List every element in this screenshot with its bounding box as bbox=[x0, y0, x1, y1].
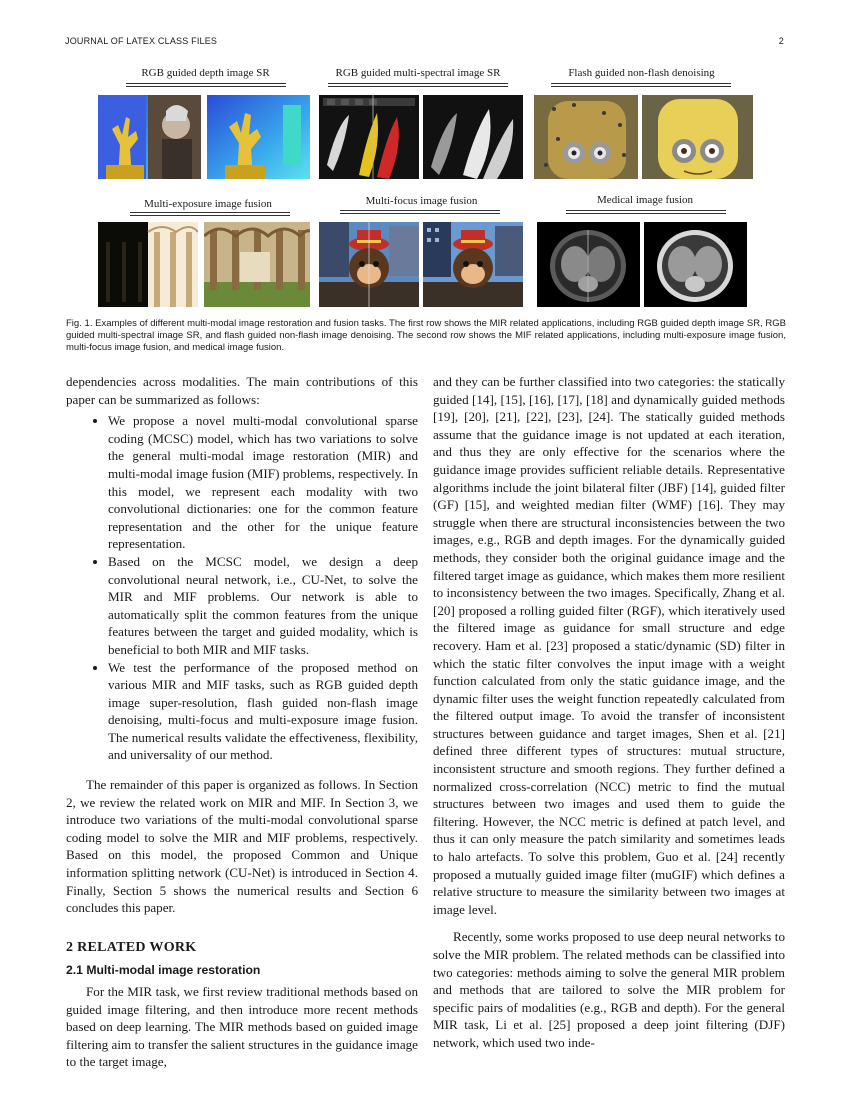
contributions-list bbox=[66, 412, 418, 764]
subsection-heading: 2.1 Multi-modal image restoration bbox=[66, 963, 261, 978]
panel-title-multi-exposure: Multi-exposure image fusion bbox=[144, 198, 272, 210]
panel-rule bbox=[328, 83, 508, 84]
panel-rule bbox=[566, 213, 726, 214]
panel-title-multi-focus: Multi-focus image fusion bbox=[365, 195, 478, 207]
mir-paragraph: For the MIR task, we first review traditional methods based on guided image filtering, and then introduce more recent methods based on deep learning. The MIR methods based on guided image filtering aim to transfer the salient structures in the guidance image to the target image, bbox=[66, 984, 418, 1070]
panel-title-flash-denoising: Flash guided non-flash denoising bbox=[568, 67, 715, 79]
exposure-fused-image bbox=[204, 222, 310, 307]
panel-rule bbox=[126, 83, 286, 84]
panel-rule bbox=[566, 210, 726, 211]
focus-source-image bbox=[319, 222, 419, 307]
left-column bbox=[66, 373, 418, 1071]
right-column bbox=[433, 373, 785, 1052]
panel-rule bbox=[551, 83, 731, 84]
focus-fused-image bbox=[423, 222, 523, 307]
exposure-pair-image bbox=[98, 222, 198, 307]
organization-paragraph: The remainder of this paper is organized as follows. In Section 2, we review the related work on MIR and MIF. In Section 3, we introduce two variations of the multi-modal convolutional sparse coding model to solve the MIR and MIF problems, respectively. Based on this model, the proposed Common and Unique information splitting network (CU-Net) is introduced in Section 4. Finally, Section 5 shows the numerical results and Section 6 concludes this paper. bbox=[66, 777, 418, 916]
medical-fused-image bbox=[644, 222, 747, 307]
intro-paragraph: dependencies across modalities. The main contributions of this paper can be summarized as follows: bbox=[66, 374, 418, 407]
panel-rule bbox=[328, 86, 508, 87]
running-header bbox=[65, 36, 784, 50]
panel-rule bbox=[340, 213, 500, 214]
panel-rule bbox=[551, 86, 731, 87]
page-number: 2 bbox=[778, 36, 784, 46]
deep-learning-paragraph: Recently, some works proposed to use deep neural networks to solve the MIR problem. The related methods can be classified into two categories: methods aiming to solve the general MIR problem and methods that are tailored to solve the MIR problem for specific pairs of modalities (e.g., RGB and depth). For the general MIR task, Li et al. [25] proposed a deep joint filtering (DJF) network, which used two inde- bbox=[433, 929, 785, 1050]
section-heading: 2 RELATED WORK bbox=[66, 939, 197, 955]
journal-name: JOURNAL OF LATEX CLASS FILES bbox=[65, 36, 218, 46]
medical-source-image bbox=[537, 222, 640, 307]
guided-filter-paragraph: and they can be further classified into two categories: the statically guided [14], [15], [16], [17], [18] and dynamically guided methods [19], [20], [21], [22], [23], [24]. The statically guided methods assume that the guidance image is not updated at each iteration, and thus they are only effective for the scenarios where the guidance image provides sufficient reliable details. Representative algorithms include the joint bilateral filter (JBF) [14], guided filter (GF) [15], and weighted median filter (WMF) [16]. They may struggle when there are structural inconsistencies between the two images, e.g., RGB and depth images. For the dynamically guided methods, they consider both the original guidance image and the filtered target image as guidance, which makes them more resilient to inconsistency between the two images. Specifically, Zhang et al. [20] proposed a rolling guided filter (RGF), which iteratively used the filtered image as guidance for small structure and edge recovery. Ham et al. [23] proposed a static/dynamic (SD) filter in which the static filter convolves the input image with a weight function calculated from only the static guidance image, and the dynamic filter uses the weight function repeatedly calculated from the filtered output image. To avoid the transfer of inconsistent structures between guidance and target images, Shen et al. [21] defined three different types of structures: mutual structure, inconsistent structure and smooth regions. They further defined a normalized cross-correlation (NCC) metric to find the mutual structures between two images and used them to guide the filtering. However, the NCC metric is defined at patch level, and thus it can only measure the patch similarity and sometimes leads to halo artefacts. To solve this problem, Guo et al. [24] recently proposed a mutually guided image filter (muGIF) which defines a relative structure to measure the similarity between two images at image level. bbox=[433, 374, 785, 917]
depth-map-image bbox=[98, 95, 201, 179]
panel-title-multispectral-sr: RGB guided multi-spectral image SR bbox=[335, 67, 501, 79]
panel-title-medical: Medical image fusion bbox=[597, 194, 693, 206]
figure-caption: Fig. 1. Examples of different multi-modal image restoration and fusion tasks. The first row shows the MIR related applications, including RGB guided depth image SR, RGB guided multi-spectral image SR, and flash guided non-flash image denoising. The second row shows the MIF related applications, including multi-exposure image fusion, multi-focus image fusion, and medical image fusion. bbox=[66, 318, 786, 353]
list-item: • We test the performance of the proposed method on various MIR and MIF tasks, such as RGB guided depth image super-resolution, flash guided non-flash image denoising, multi-focus and multi-exposure image fusion. The numerical results validate the effectiveness, flexibility, and universality of our method. bbox=[108, 659, 418, 765]
panel-title-depth-sr: RGB guided depth image SR bbox=[141, 67, 270, 79]
panel-rule bbox=[130, 212, 290, 213]
multispectral-sr-result-image bbox=[423, 95, 523, 179]
depth-sr-result-image bbox=[207, 95, 310, 179]
list-item: • We propose a novel multi-modal convolutional sparse coding (MCSC) model, which has two variations to solve the general multi-modal image restoration (MIR) and multi-modal image fusion (MIF) problems, respectively. In this model, we represent each modality with two convolutional dictionaries: one for the common feature representation and the other for the unique feature representation. bbox=[108, 412, 418, 553]
panel-rule bbox=[130, 215, 290, 216]
rgb-feather-image bbox=[319, 95, 419, 179]
denoised-minion-image bbox=[642, 95, 753, 179]
panel-rule bbox=[126, 86, 286, 87]
noisy-minion-image bbox=[534, 95, 638, 179]
panel-rule bbox=[340, 210, 500, 211]
list-item: • Based on the MCSC model, we design a deep convolutional neural network, i.e., CU-Net, to solve the MIR and MIF problems. Our network is able to automatically split the common features from the unique features between the target and guided modality, which is beneficial to both MIR and MIF tasks. bbox=[108, 553, 418, 659]
